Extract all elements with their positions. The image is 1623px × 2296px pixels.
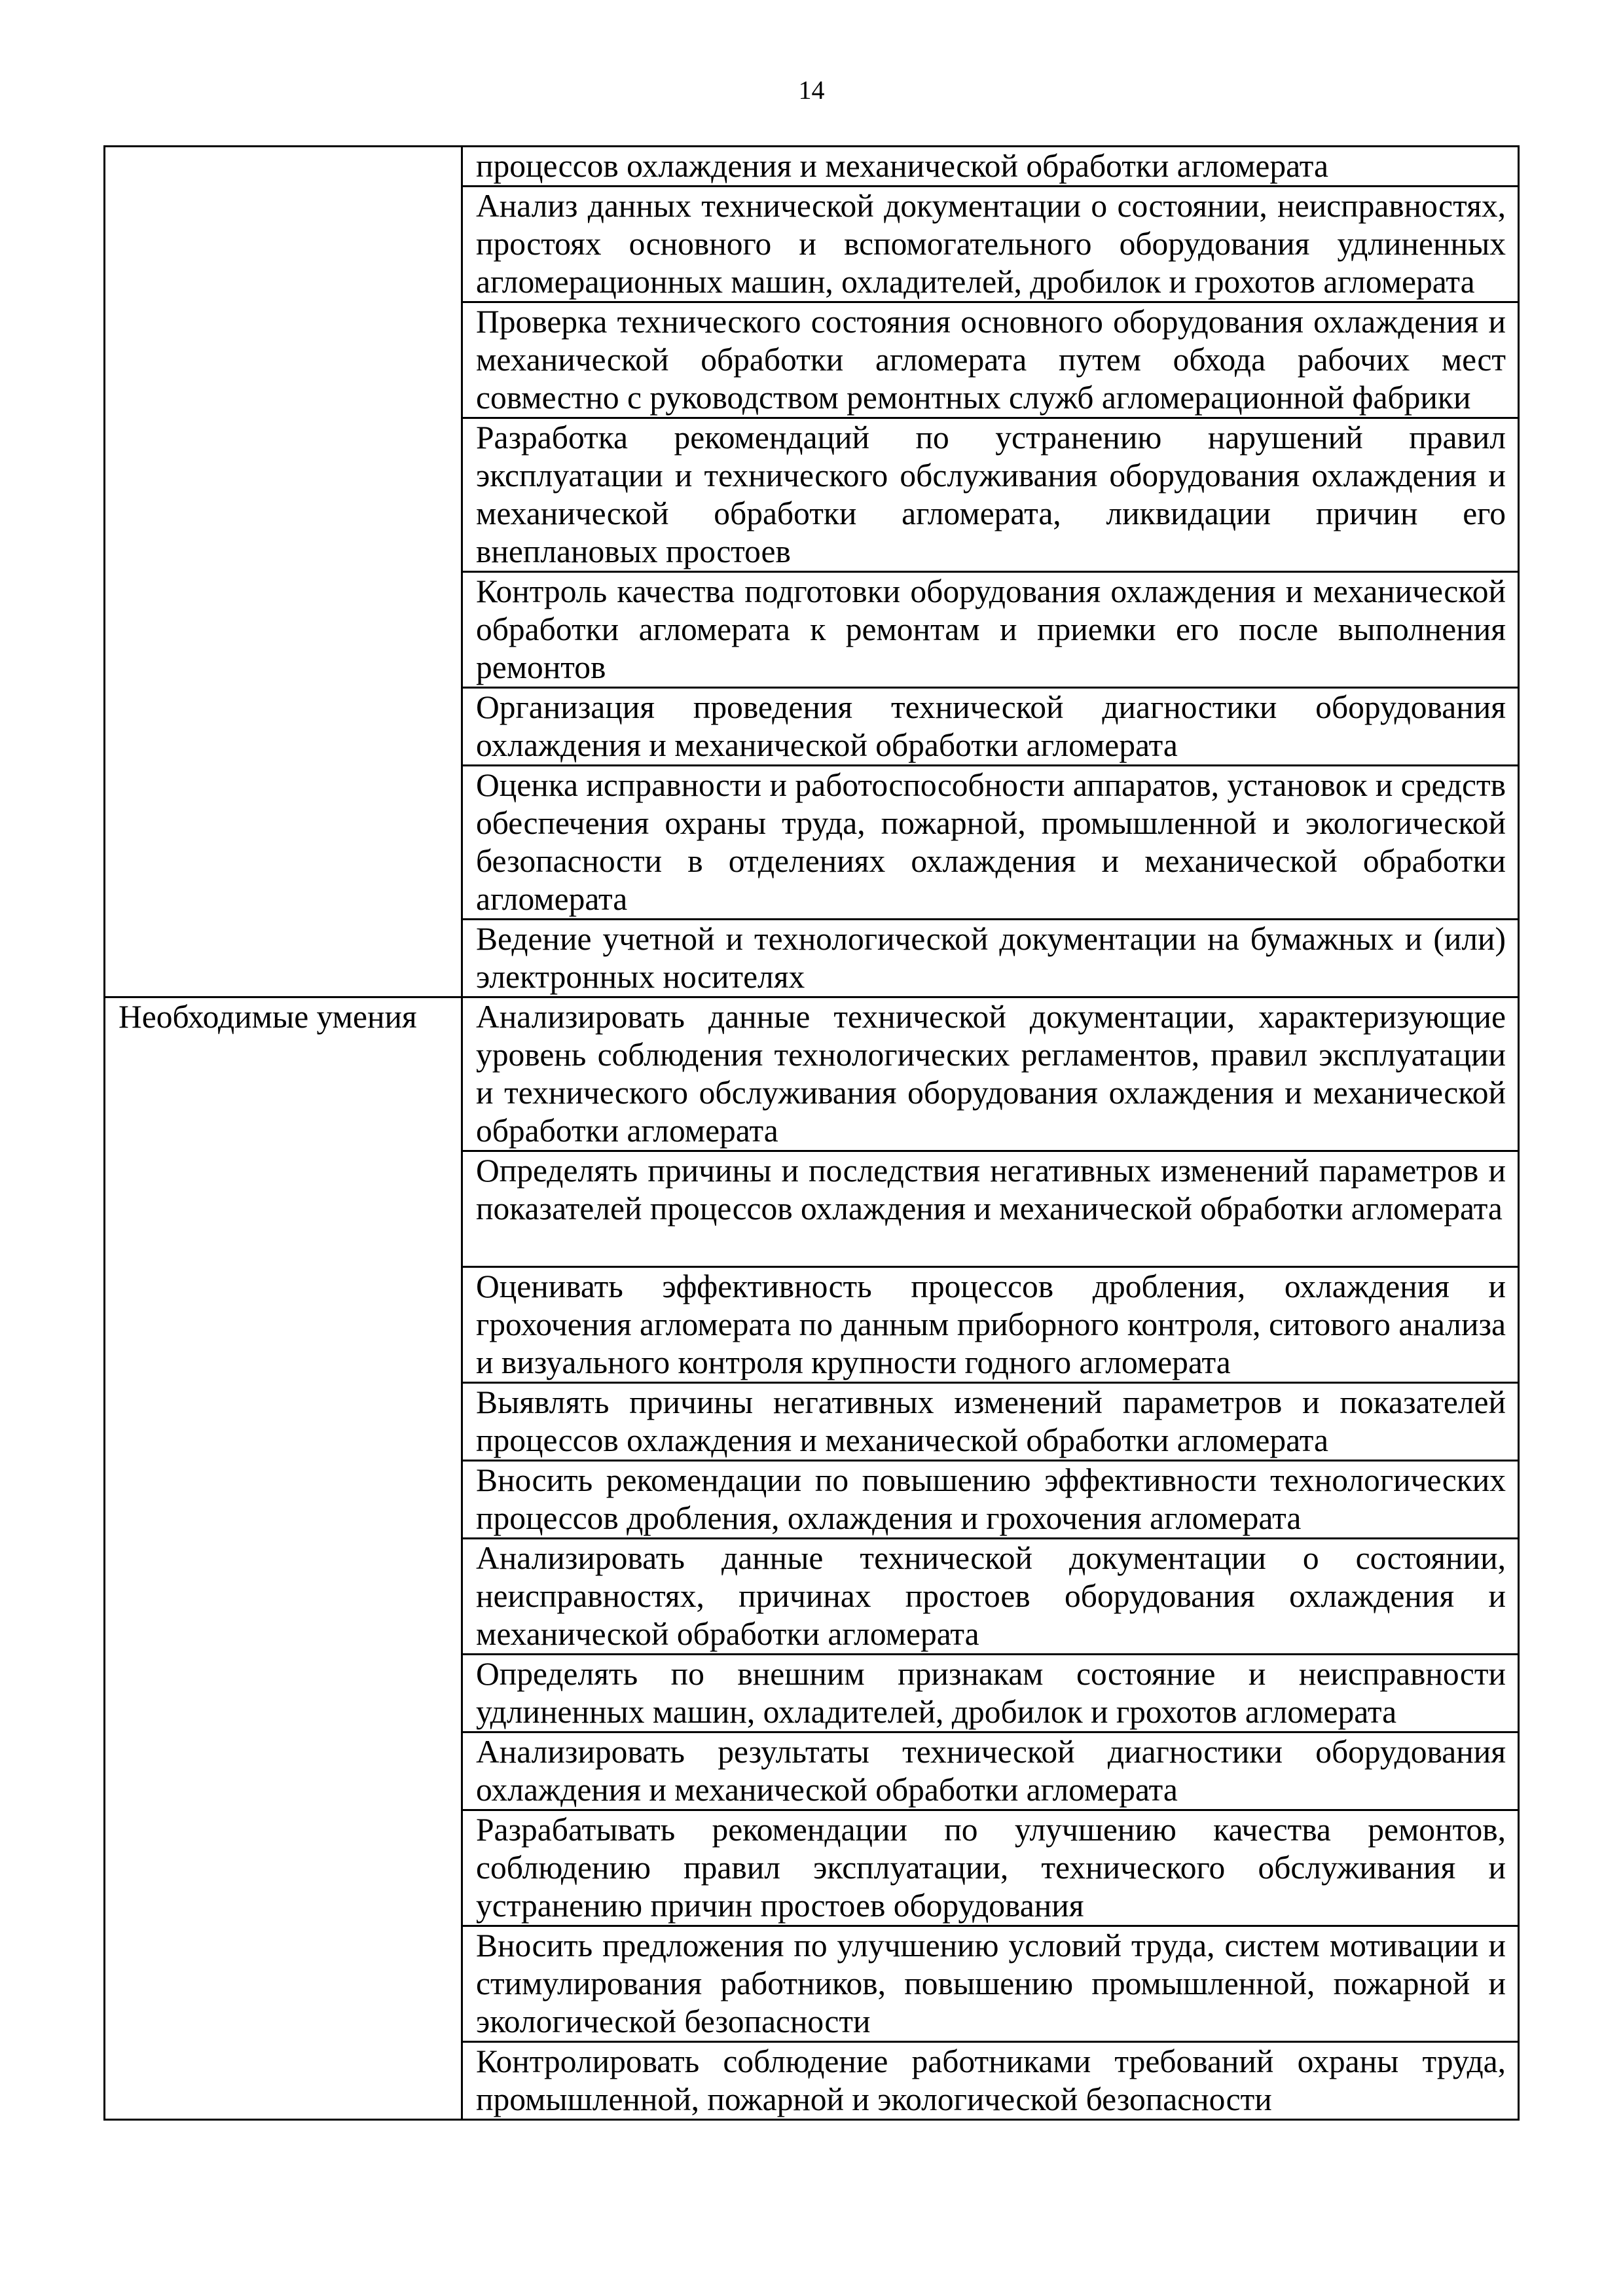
- table-cell: Анализировать данные технической документации о состоянии, неисправностях, причинах простоев оборудования охлаждения и механической обработки агломерата: [462, 1539, 1519, 1655]
- table-cell: Ведение учетной и технологической документации на бумажных и (или) электронных носителях: [462, 920, 1519, 997]
- table-cell: Проверка технического состояния основного оборудования охлаждения и механической обработки агломерата путем обхода рабочих мест совместно с руководством ремонтных служб агломерационной фабрики: [462, 302, 1519, 418]
- table-row: [105, 997, 1519, 1151]
- table-cell: Анализировать результаты технической диагностики оборудования охлаждения и механической обработки агломерата: [462, 1732, 1519, 1810]
- table-cell: Определять по внешним признакам состояние и неисправности удлиненных машин, охладителей, дробилок и грохотов агломерата: [462, 1655, 1519, 1732]
- skills-section-label: Необходимые умения: [105, 997, 462, 2120]
- table-cell: Определять причины и последствия негативных изменений параметров и показателей процессов охлаждения и механической обработки агломерата: [462, 1151, 1519, 1267]
- table-cell: Анализировать данные технической документации, характеризующие уровень соблюдения технологических регламентов, правил эксплуатации и технического обслуживания оборудования охлаждения и механической обработки агломерата: [462, 997, 1519, 1151]
- table-cell: Вносить предложения по улучшению условий труда, систем мотивации и стимулирования работников, повышению промышленной, пожарной и экологической безопасности: [462, 1926, 1519, 2042]
- table-cell: Контроль качества подготовки оборудования охлаждения и механической обработки агломерата к ремонтам и приемки его после выполнения ремонтов: [462, 572, 1519, 688]
- table-cell: Выявлять причины негативных изменений параметров и показателей процессов охлаждения и механической обработки агломерата: [462, 1383, 1519, 1461]
- table-cell: Контролировать соблюдение работниками требований охраны труда, промышленной, пожарной и экологической безопасности: [462, 2042, 1519, 2120]
- table-cell: процессов охлаждения и механической обработки агломерата: [462, 147, 1519, 187]
- table-cell: Организация проведения технической диагностики оборудования охлаждения и механической обработки агломерата: [462, 688, 1519, 766]
- table-row: [105, 147, 1519, 187]
- table-cell: Разработка рекомендаций по устранению нарушений правил эксплуатации и технического обслуживания оборудования охлаждения и механической обработки агломерата, ликвидации причин его внеплановых простоев: [462, 418, 1519, 572]
- table-cell: Оценивать эффективность процессов дробления, охлаждения и грохочения агломерата по данным приборного контроля, ситового анализа и визуального контроля крупности годного агломерата: [462, 1267, 1519, 1383]
- table-cell: Разрабатывать рекомендации по улучшению качества ремонтов, соблюдению правил эксплуатации, технического обслуживания и устранению причин простоев оборудования: [462, 1810, 1519, 1926]
- page-number: 14: [798, 75, 825, 105]
- table-cell: Вносить рекомендации по повышению эффективности технологических процессов дробления, охлаждения и грохочения агломерата: [462, 1461, 1519, 1539]
- requirements-table: [103, 145, 1520, 2121]
- table-cell: Анализ данных технической документации о состоянии, неисправностях, простоях основного и вспомогательного оборудования удлиненных агломерационных машин, охладителей, дробилок и грохотов агломерата: [462, 187, 1519, 302]
- table-cell: Оценка исправности и работоспособности аппаратов, установок и средств обеспечения охраны труда, пожарной, промышленной и экологической безопасности в отделениях охлаждения и механической обработки агломерата: [462, 766, 1519, 920]
- continued-section-label: [105, 147, 462, 997]
